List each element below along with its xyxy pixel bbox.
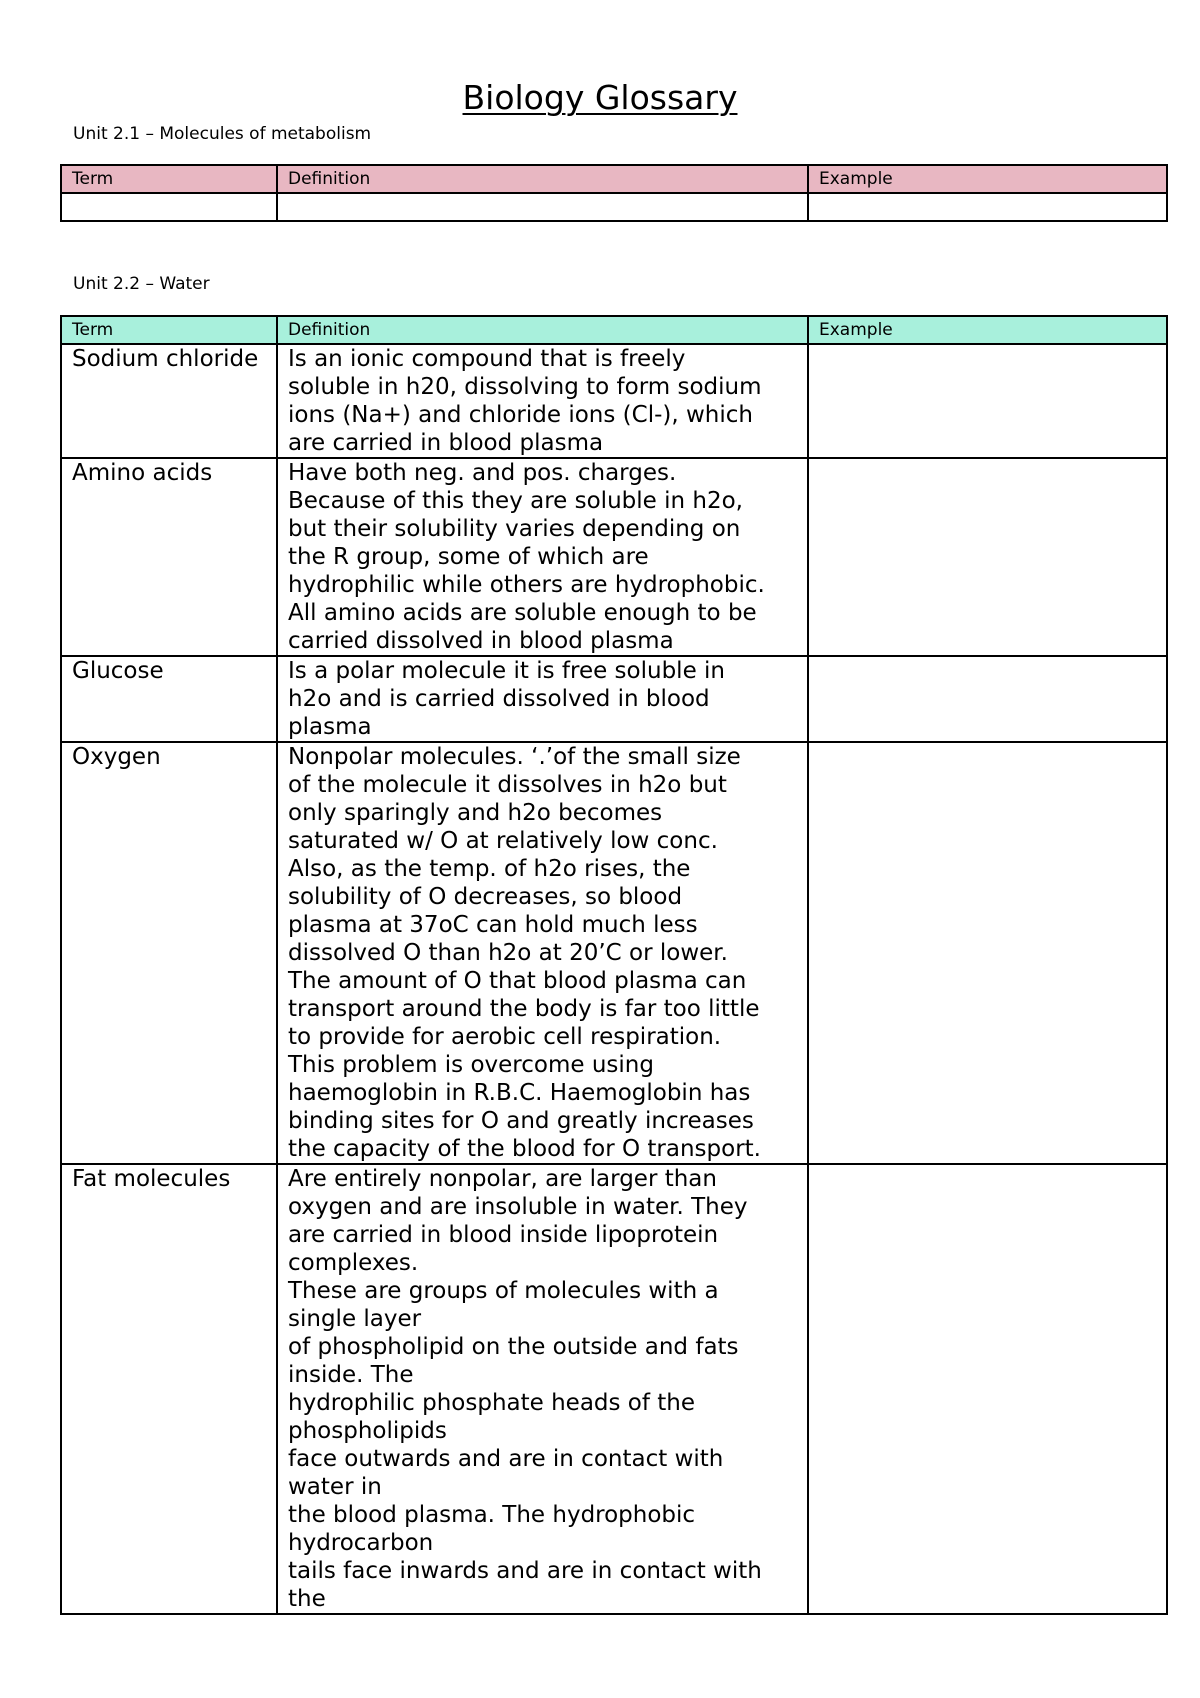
definition-line: hydrophilic phosphate heads of the — [288, 1390, 696, 1416]
definition-line: Is a polar molecule it is free soluble in — [288, 658, 725, 684]
definition-cell — [277, 1164, 808, 1614]
table-row — [61, 1164, 1167, 1614]
definition-line: The amount of O that blood plasma can — [288, 968, 747, 994]
definition-line: carried dissolved in blood plasma — [288, 628, 674, 654]
definition-cell — [277, 344, 808, 458]
definition-line: tails face inwards and are in contact with — [288, 1558, 762, 1584]
definition-line: transport around the body is far too little — [288, 996, 760, 1022]
unit-2-2-heading: Unit 2.2 – Water — [73, 274, 210, 294]
definition-line: Have both neg. and pos. charges. — [288, 460, 677, 486]
example-cell — [808, 742, 1167, 1164]
example-column-header: Example — [808, 316, 1167, 344]
definition-line: only sparingly and h2o becomes — [288, 800, 663, 826]
definition-line: plasma — [288, 714, 372, 740]
example-cell — [808, 458, 1167, 656]
definition-line: hydrocarbon — [288, 1530, 434, 1556]
definition-line: These are groups of molecules with a — [288, 1278, 719, 1304]
table-header-row — [61, 316, 1167, 344]
document-title: Biology Glossary — [462, 78, 738, 117]
example-cell — [808, 344, 1167, 458]
definition-line: but their solubility varies depending on — [288, 516, 741, 542]
example-column-header: Example — [808, 165, 1167, 193]
example-cell — [808, 193, 1167, 221]
definition-line: plasma at 37oC can hold much less — [288, 912, 698, 938]
definition-line: the blood plasma. The hydrophobic — [288, 1502, 696, 1528]
definition-cell — [277, 742, 808, 1164]
definition-line: water in — [288, 1474, 382, 1500]
term-cell: Fat molecules — [61, 1164, 277, 1614]
term-cell: Oxygen — [61, 742, 277, 1164]
definition-line: h2o and is carried dissolved in blood — [288, 686, 710, 712]
unit-2-2-table-body — [61, 344, 1167, 1614]
definition-line: of phospholipid on the outside and fats — [288, 1334, 739, 1360]
definition-column-header: Definition — [277, 316, 808, 344]
definition-line: Is an ionic compound that is freely — [288, 346, 686, 372]
definition-line: inside. The — [288, 1362, 414, 1388]
definition-line: ions (Na+) and chloride ions (Cl-), which — [288, 402, 753, 428]
table-row — [61, 656, 1167, 742]
definition-cell — [277, 193, 808, 221]
example-cell — [808, 1164, 1167, 1614]
definition-line: to provide for aerobic cell respiration. — [288, 1024, 722, 1050]
definition-line: haemoglobin in R.B.C. Haemoglobin has — [288, 1080, 751, 1106]
definition-line: single layer — [288, 1306, 422, 1332]
term-column-header: Term — [61, 316, 277, 344]
unit-2-2-glossary-table — [60, 315, 1168, 1615]
definition-line: Also, as the temp. of h2o rises, the — [288, 856, 691, 882]
definition-line: binding sites for O and greatly increases — [288, 1108, 754, 1134]
definition-cell — [277, 458, 808, 656]
definition-line: of the molecule it dissolves in h2o but — [288, 772, 727, 798]
definition-line: soluble in h20, dissolving to form sodium — [288, 374, 762, 400]
definition-line: face outwards and are in contact with — [288, 1446, 724, 1472]
definition-line: This problem is overcome using — [288, 1052, 654, 1078]
definition-line: Nonpolar molecules. ‘.’of the small size — [288, 744, 741, 770]
table-row — [61, 742, 1167, 1164]
term-cell: Glucose — [61, 656, 277, 742]
table-row — [61, 458, 1167, 656]
table-row — [61, 193, 1167, 221]
definition-column-header: Definition — [277, 165, 808, 193]
table-header-row — [61, 165, 1167, 193]
definition-line: All amino acids are soluble enough to be — [288, 600, 757, 626]
unit-2-1-heading: Unit 2.1 – Molecules of metabolism — [73, 124, 372, 144]
definition-line: complexes. — [288, 1250, 419, 1276]
definition-line: Are entirely nonpolar, are larger than — [288, 1166, 717, 1192]
definition-line: solubility of O decreases, so blood — [288, 884, 683, 910]
definition-line: saturated w/ O at relatively low conc. — [288, 828, 718, 854]
term-column-header: Term — [61, 165, 277, 193]
definition-line: the capacity of the blood for O transport. — [288, 1136, 761, 1162]
definition-line: oxygen and are insoluble in water. They — [288, 1194, 748, 1220]
definition-line: the — [288, 1586, 326, 1612]
example-cell — [808, 656, 1167, 742]
definition-line: phospholipids — [288, 1418, 447, 1444]
definition-line: are carried in blood inside lipoprotein — [288, 1222, 719, 1248]
unit-2-1-glossary-table — [60, 164, 1168, 222]
definition-line: dissolved O than h2o at 20’C or lower. — [288, 940, 728, 966]
definition-line: hydrophilic while others are hydrophobic. — [288, 572, 765, 598]
term-cell: Sodium chloride — [61, 344, 277, 458]
definition-line: Because of this they are soluble in h2o, — [288, 488, 743, 514]
term-cell: Amino acids — [61, 458, 277, 656]
definition-line: are carried in blood plasma — [288, 430, 604, 456]
definition-line: the R group, some of which are — [288, 544, 649, 570]
term-cell — [61, 193, 277, 221]
definition-cell — [277, 656, 808, 742]
table-row — [61, 344, 1167, 458]
